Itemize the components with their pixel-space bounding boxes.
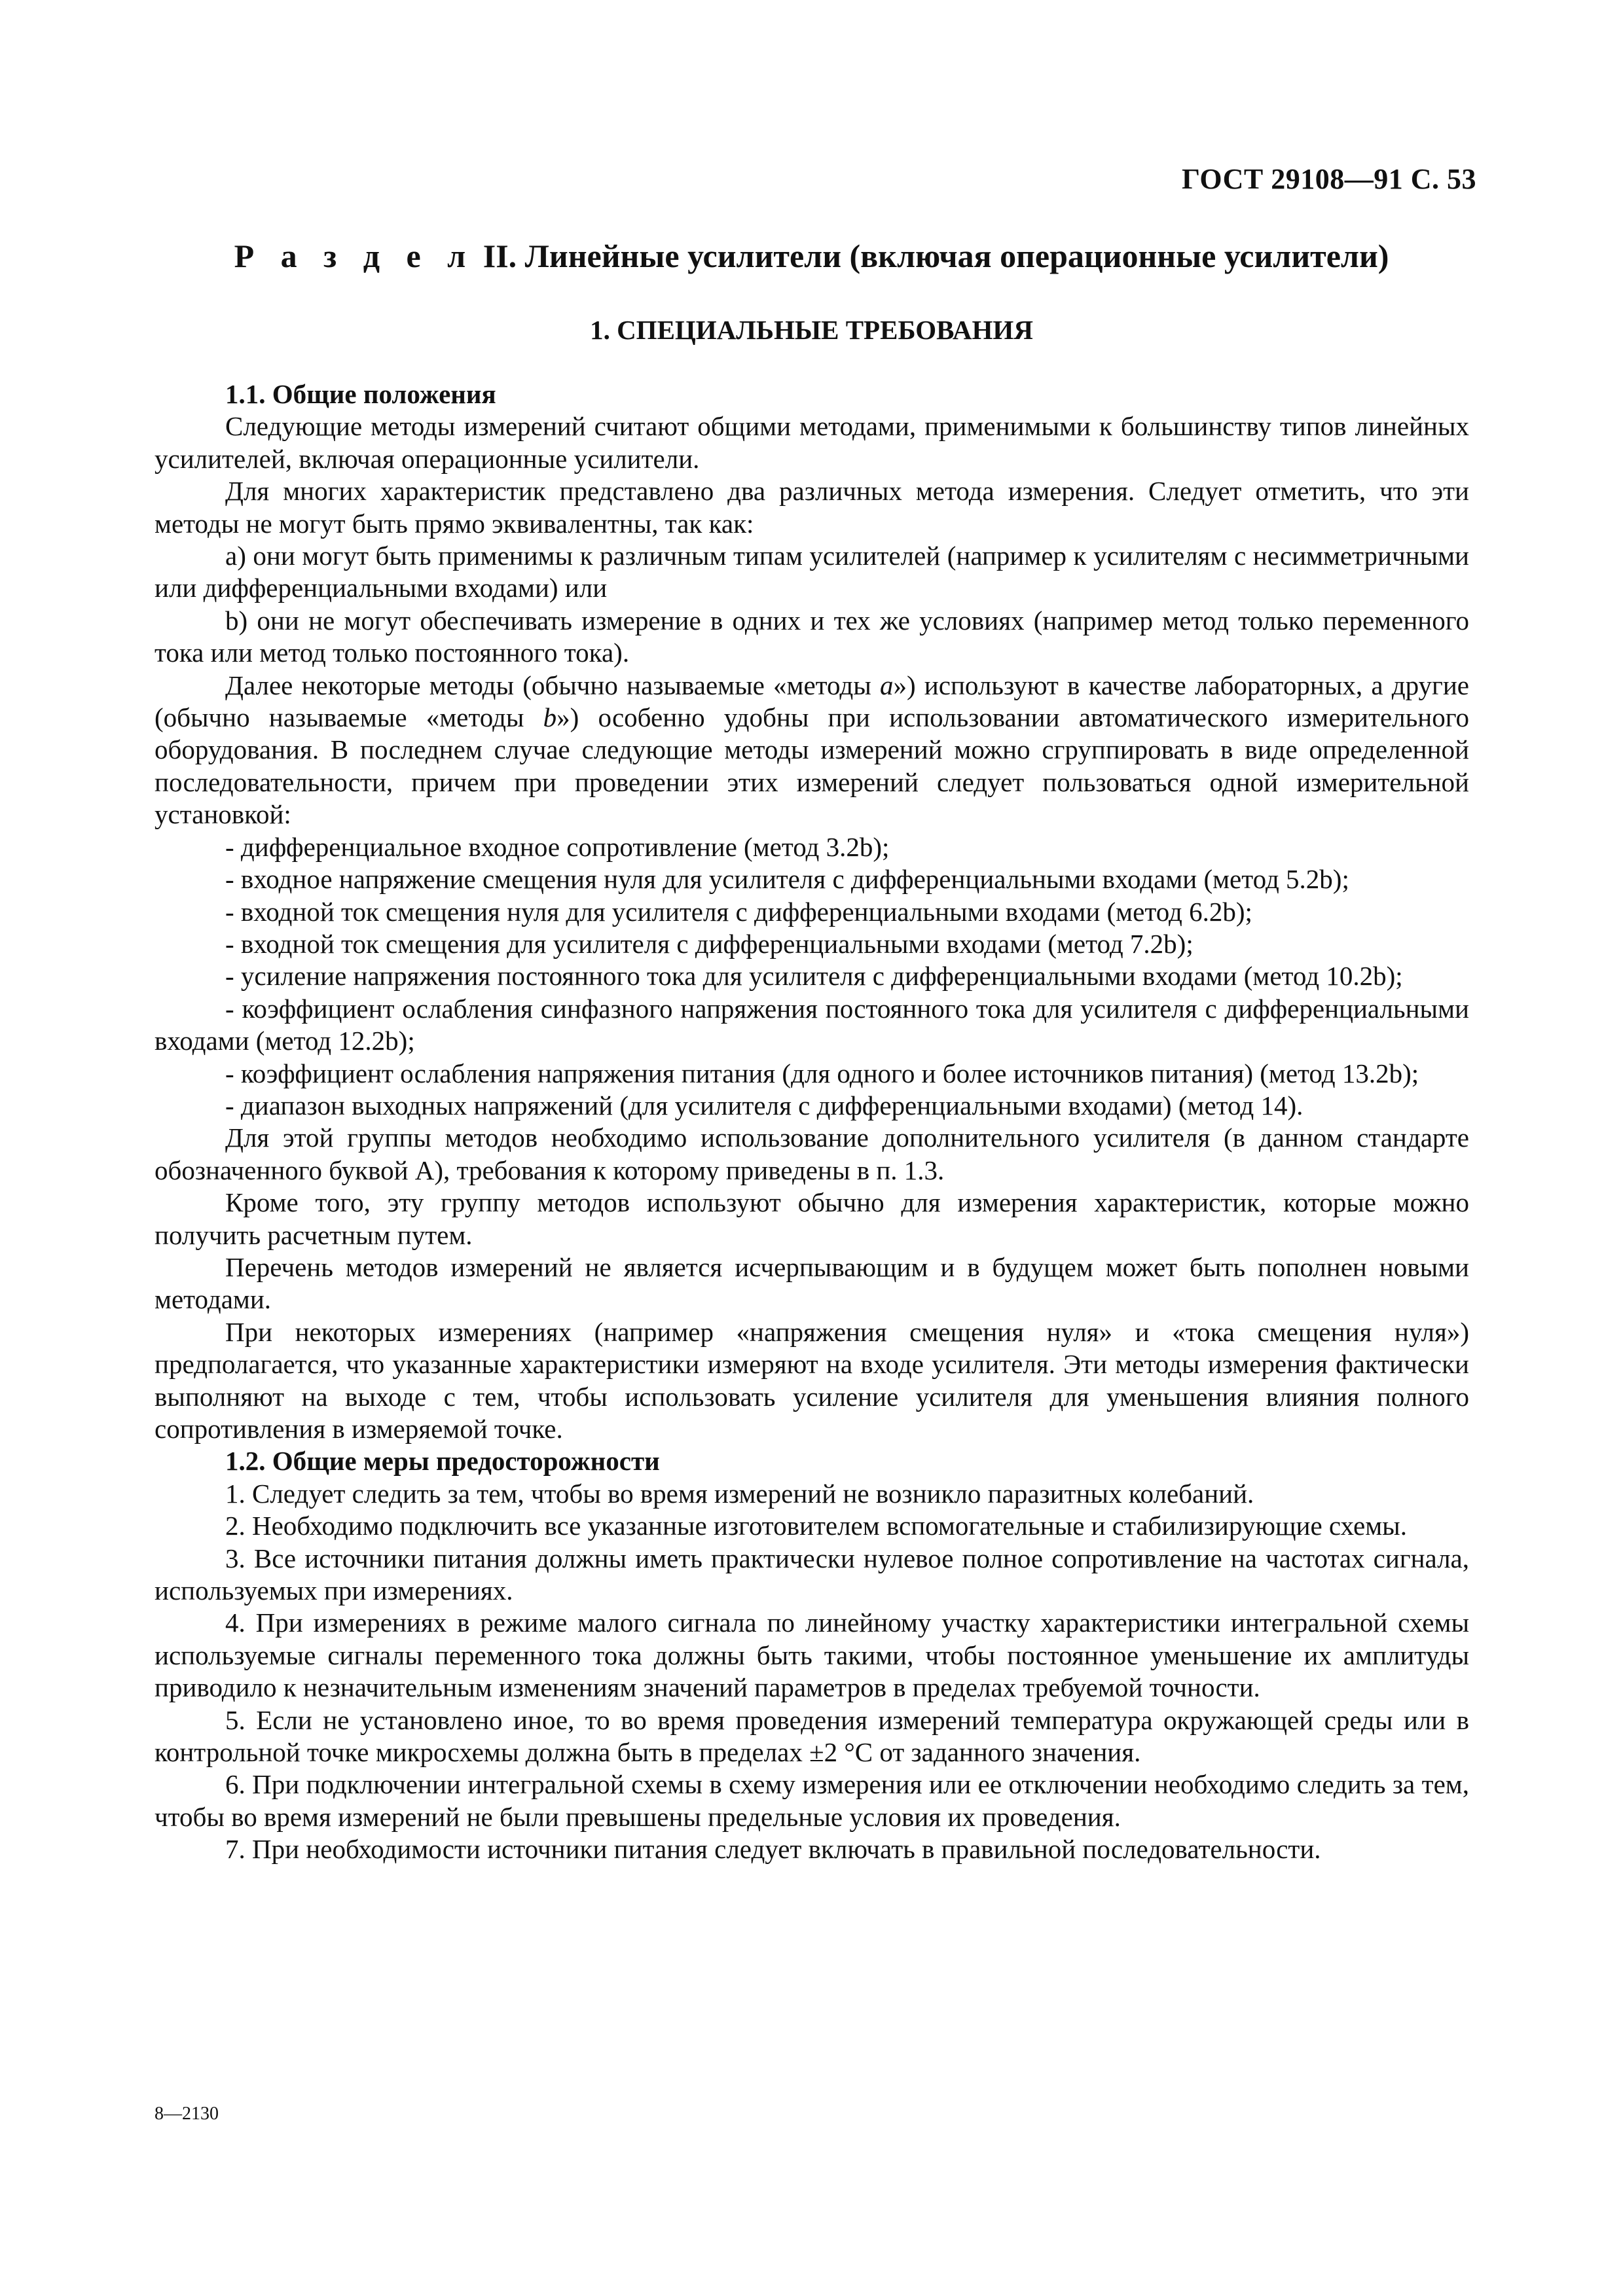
document-body <box>155 378 1469 1866</box>
precaution-item: 1. Следует следить за тем, чтобы во время измерений не возникло паразитных колебаний. <box>225 1478 1254 1509</box>
text-run: ») используют в качестве лабораторных, а другие (обычно называемые «методы <box>155 670 1470 733</box>
paragraph: Следующие методы измерений считают общими методами, применимыми к большинству типов линейных усилителей, включая операционные усилители. <box>155 411 1469 474</box>
precaution-item: 4. При измерениях в режиме малого сигнала по линейному участку характеристики интегральной схемы используемые сигналы переменного тока должны быть такими, чтобы постоянное уменьшение их амплитуды приводило к незначительным изменениям значений параметров в пределах требуемой точности. <box>155 1607 1469 1703</box>
section-1-1-heading: 1.1. Общие положения <box>225 379 496 409</box>
paragraph-methods <box>155 670 1469 831</box>
list-item: - входной ток смещения для усилителя с дифференциальными входами (метод 7.2b); <box>225 928 1194 959</box>
list-item: - усиление напряжения постоянного тока для усилителя с дифференциальными входами (метод 10.2b); <box>225 961 1403 992</box>
list-item: - входной ток смещения нуля для усилителя с дифференциальными входами (метод 6.2b); <box>225 896 1252 927</box>
list-item: - дифференциальное входное сопротивление (метод 3.2b); <box>225 831 890 862</box>
paragraph: b) они не могут обеспечивать измерение в одних и тех же условиях (например метод только переменного тока или метод только постоянного тока). <box>155 605 1469 668</box>
list-item: - коэффициент ослабления напряжения питания (для одного и более источников питания) (метод 13.2b); <box>225 1058 1419 1088</box>
section-label: Р а з д е л <box>234 238 475 274</box>
precaution-item: 3. Все источники питания должны иметь практически нулевое полное сопротивление на частотах сигнала, используемых при измерениях. <box>155 1543 1469 1606</box>
list-item: - входное напряжение смещения нуля для усилителя с дифференциальными входами (метод 5.2b); <box>225 864 1349 895</box>
precaution-item: 5. Если не установлено иное, то во время проведения измерений температура окружающей среды или в контрольной точке микросхемы должна быть в пределах ±2 °С от заданного значения. <box>155 1704 1469 1768</box>
paragraph: При некоторых измерениях (например «напряжения смещения нуля» и «тока смещения нуля») предполагается, что указанные характеристики измеряют на входе усилителя. Эти методы измерения фактически выполняют на выходе с тем, чтобы использовать усиление усилителя для уменьшения влияния полного сопротивления в измеряемой точке. <box>155 1316 1469 1444</box>
italic-letter-b: b <box>543 702 557 733</box>
section-title <box>0 237 1623 275</box>
text-run: ») особенно удобны при использовании автоматического измерительного оборудования. В последнем случае следующие методы измерений можно сгруппировать в виде определенной последовательности, причем при проведении этих измерений следует пользоваться одной измерительной установкой: <box>155 702 1469 830</box>
paragraph: Кроме того, эту группу методов используют обычно для измерения характеристик, которые можно получить расчетным путем. <box>155 1187 1469 1250</box>
paragraph: Для многих характеристик представлено два различных метода измерения. Следует отметить, что эти методы не могут быть прямо эквивалентны, так как: <box>155 476 1469 539</box>
precaution-item: 7. При необходимости источники питания следует включать в правильной последовательности. <box>225 1834 1321 1865</box>
paragraph: Для этой группы методов необходимо использование дополнительного усилителя (в данном стандарте обозначенного буквой А), требования к которому приведены в п. 1.3. <box>155 1122 1469 1185</box>
page-header: ГОСТ 29108—91 С. 53 <box>1181 163 1476 195</box>
section-title-text: II. Линейные усилители (включая операционные усилители) <box>475 238 1389 274</box>
subsection-title: 1. СПЕЦИАЛЬНЫЕ ТРЕБОВАНИЯ <box>590 315 1033 345</box>
list-item: - диапазон выходных напряжений (для усилителя с дифференциальными входами) (метод 14). <box>225 1090 1304 1121</box>
precaution-item: 2. Необходимо подключить все указанные изготовителем вспомогательные и стабилизирующие схемы. <box>225 1511 1407 1541</box>
paragraph: а) они могут быть применимы к различным типам усилителей (например к усилителям с несимметричными или дифференциальными входами) или <box>155 541 1469 603</box>
text-run: Далее некоторые методы (обычно называемые «методы <box>225 670 880 700</box>
italic-letter-a: a <box>879 670 894 700</box>
list-item: - коэффициент ослабления синфазного напряжения постоянного тока для усилителя с дифференциальными входами (метод 12.2b); <box>155 993 1469 1056</box>
paragraph: Перечень методов измерений не является исчерпывающим и в будущем может быть пополнен новыми методами. <box>155 1251 1469 1315</box>
section-1-2-heading: 1.2. Общие меры предосторожности <box>225 1446 660 1477</box>
printing-code: 8—2130 <box>155 2104 219 2124</box>
precaution-item: 6. При подключении интегральной схемы в схему измерения или ее отключении необходимо следить за тем, чтобы во время измерений не были превышены предельные условия их проведения. <box>155 1769 1469 1832</box>
